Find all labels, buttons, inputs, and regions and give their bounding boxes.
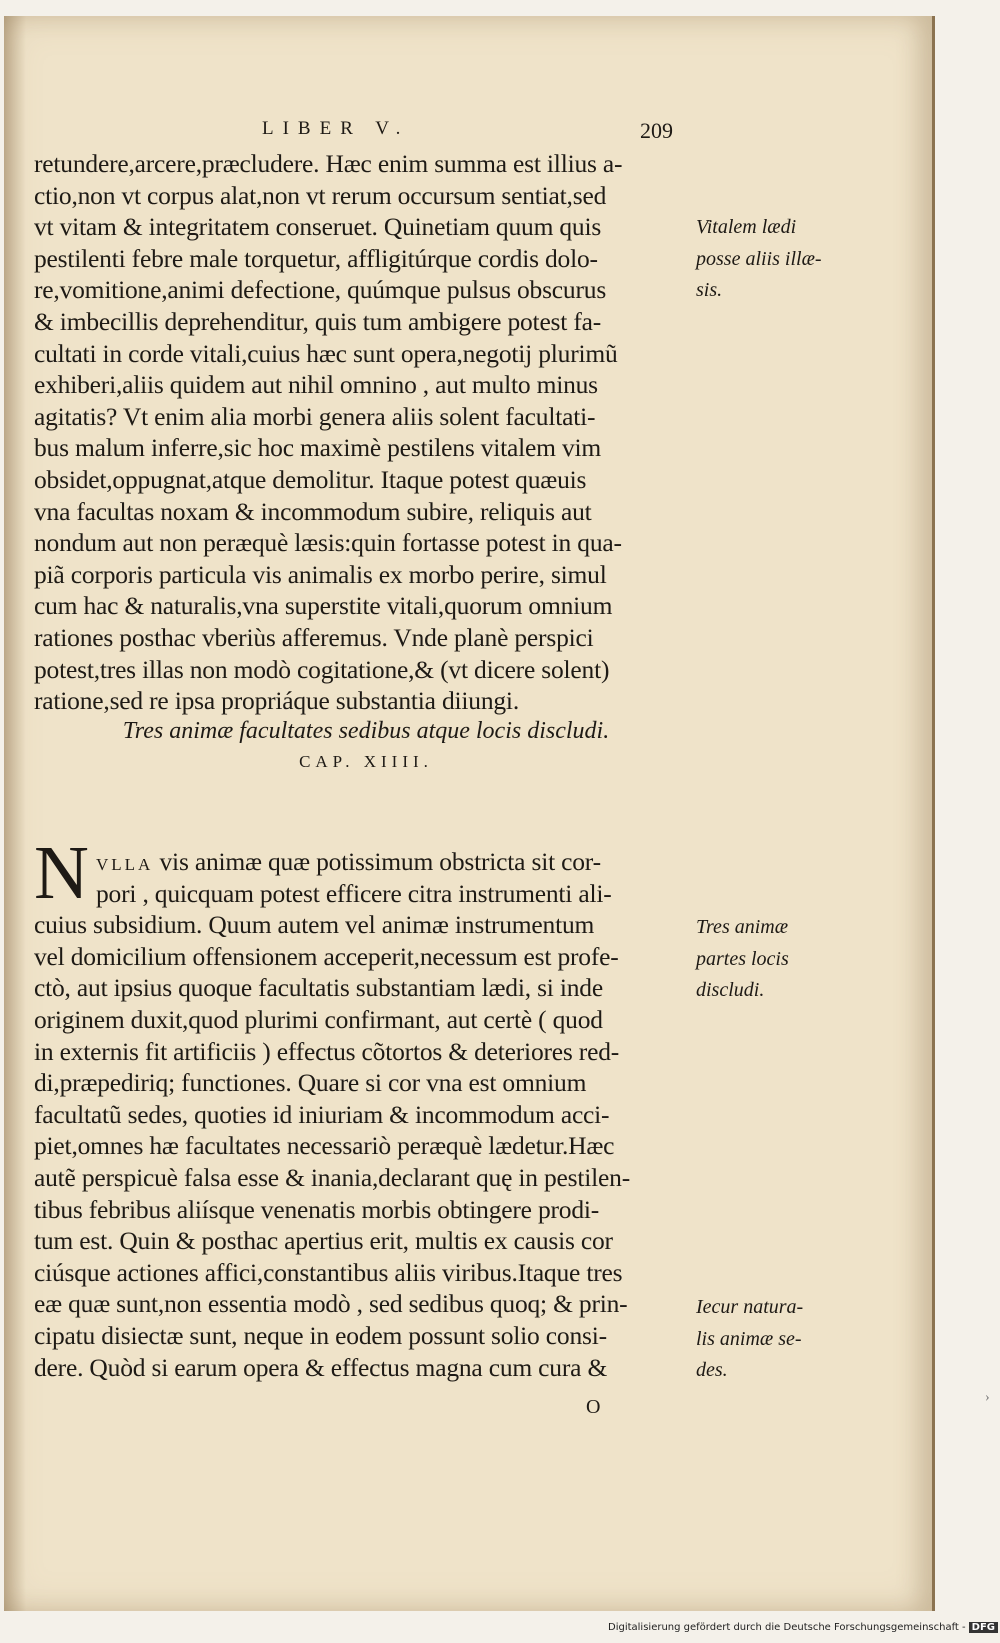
marginal-note-3 [696,1292,846,1387]
text-line: & imbecillis deprehenditur, quis tum ambigere potest fa- [34,306,602,336]
text-line: eæ quæ sunt,non essentia modò , sed sedibus quoq; & prin- [34,1289,628,1319]
text-line: pori , quicquam potest efficere citra instrumenti ali- [96,878,612,908]
text-line: vel domicilium offensionem acceperit,necessum est profe- [34,941,619,971]
margin-line: partes locis [696,947,789,970]
text-line: dere. Quòd si earum opera & effectus magna cum cura & [34,1352,608,1382]
text-line: exhiberi,aliis quidem aut nihil omnino , aut multo minus [34,370,598,400]
chapter-number: CAP. XIIII. [299,752,433,771]
text-line: ctio,non vt corpus alat,non vt rerum occursum sentiat,sed [34,180,607,210]
footer-credit [608,1622,998,1633]
margin-line: discludi. [696,979,765,1002]
text-line: ciúsque actiones affici,constantibus aliis viribus.Itaque tres [34,1257,623,1287]
text-line: facultatũ sedes, quoties id iniuriam & incommodum acci- [34,1099,610,1129]
text-line: rationes posthac vberiùs afferemus. Vnde planè perspici [34,622,594,652]
catchword: O [586,1396,601,1418]
stray-mark: › [985,1390,990,1405]
text-line: re,vomitione,animi defectione, quúmque pulsus obscurus [34,275,607,305]
margin-line: sis. [696,279,723,302]
first-word: VLLA [96,855,154,874]
text-line: tibus febribus aliísque venenatis morbis obtingere prodi- [34,1194,600,1224]
text-line: tum est. Quin & posthac apertius erit, multis ex causis cor [34,1226,613,1256]
dfg-badge: DFG [969,1622,998,1633]
footer-text: Digitalisierung gefördert durch die Deutsche Forschungsgemeinschaft - [608,1622,966,1633]
text-line: agitatis? Vt enim alia morbi genera aliis solent facultati- [34,401,596,431]
text-line: autẽ perspicuè falsa esse & inania,declarant quę in pestilen- [34,1162,631,1192]
text-line: obsidet,oppugnat,atque demolitur. Itaque potest quæuis [34,464,587,494]
running-title: LIBER V. [262,118,410,139]
margin-line: Vitalem lædi [696,216,797,238]
marginal-note-2 [696,912,846,1007]
margin-line: Iecur natura- [696,1296,804,1318]
text-line: ctò, aut ipsius quoque facultatis substantiam lædi, si inde [34,973,603,1003]
text-line: nondum aut non peræquè læsis:quin fortasse potest in qua- [34,528,622,558]
text-block-2 [34,846,694,1383]
page-spine-shadow [4,16,26,1611]
text-block-1 [34,148,694,717]
text-line: potest,tres illas non modò cogitatione,& (vt dicere solent) [34,654,610,684]
text-line: cultati in corde vitali,cuius hæc sunt opera,negotij plurimũ [34,338,618,368]
text-line [34,846,694,878]
chapter-heading: Tres animæ facultates sedibus atque locis discludi. [122,718,610,744]
text-line: cipatu disiectæ sunt, neque in eodem possunt solio consi- [34,1320,607,1350]
text-line: retundere,arcere,præcludere. Hæc enim summa est illius a- [34,149,623,178]
text-line: cum hac & naturalis,vna superstite vitali,quorum omnium [34,591,613,621]
margin-line: lis animæ se- [696,1327,802,1350]
text-line: originem duxit,quod plurimi confirmant, aut certè ( quod [34,1004,603,1034]
drop-cap: N [34,831,89,915]
text-line: vna facultas noxam & incommodum subire, reliquis aut [34,496,592,526]
text-line: pestilenti febre male torquetur, affligitúrque cordis dolo- [34,243,598,273]
marginal-note-1 [696,212,846,307]
page-number: 209 [640,118,673,143]
margin-line: Tres animæ [696,916,789,938]
margin-line: posse aliis illæ- [696,247,822,270]
text-line: di,præpediriq; functiones. Quare si cor vna est omnium [34,1068,587,1098]
text-line: vt vitam & integritatem conseruet. Quinetiam quum quis [34,212,602,242]
text-line: bus malum inferre,sic hoc maximè pestilens vitalem vim [34,433,602,463]
margin-line: des. [696,1359,728,1382]
text-line: cuius subsidium. Quum autem vel animæ instrumentum [34,910,595,940]
text-line: piet,omnes hæ facultates necessariò peræquè lædetur.Hæc [34,1131,615,1161]
text-line: in externis fit artificiis ) effectus cõtortos & deteriores red- [34,1036,620,1066]
text-line: ratione,sed re ipsa propriáque substantia diiungi. [34,686,519,716]
text-line: piã corporis particula vis animalis ex morbo perire, simul [34,559,607,589]
running-head [0,118,928,148]
first-line-rest: vis animæ quæ potissimum obstricta sit cor- [153,847,601,876]
